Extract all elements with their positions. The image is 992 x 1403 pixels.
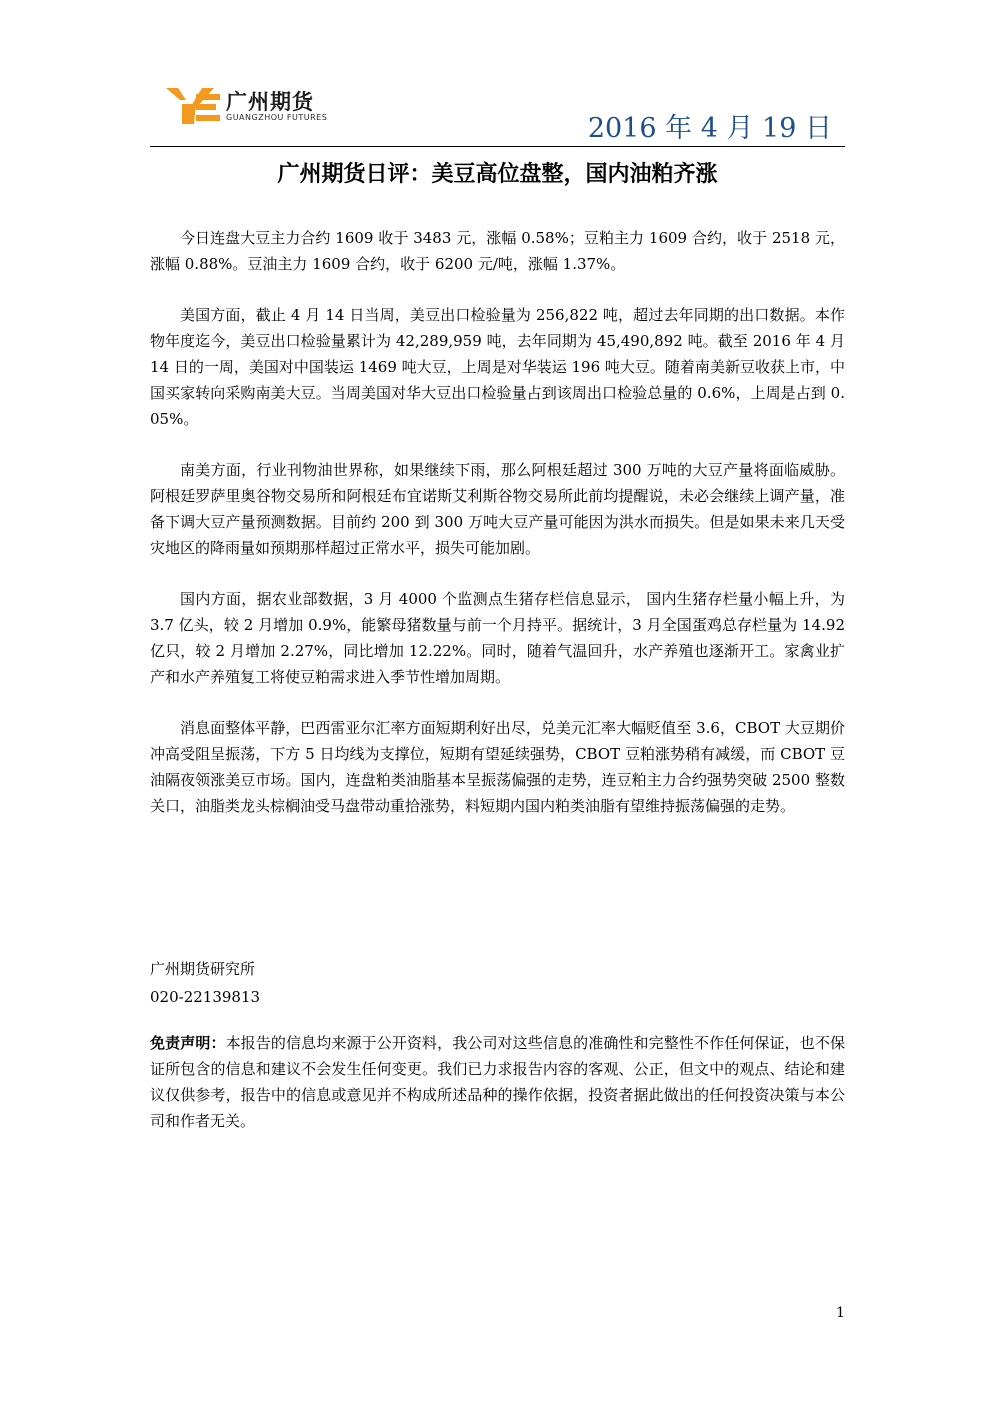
contact-block <box>150 955 260 1011</box>
paragraph-us: 美国方面，截止 4 月 14 日当周，美豆出口检验量为 256,822 吨，超过去年同期的出口数据。本作物年度迄今，美豆出口检验量累计为 42,289,959 吨，去年同期为 45,490,892 吨。截至 2016 年 4 月 14 日的一周，美国对中国装运 1469 吨大豆，上周是对华装运 196 吨大豆。随着南美新豆收获上市，中国买家转向采购南美大豆。当周美国对华大豆出口检验量占到该周出口检验总量的 0.6%，上周是占到 0.05%。 <box>150 306 845 428</box>
logo-chinese-name: 广州期货 <box>226 90 314 114</box>
gf-logo-icon <box>166 84 222 126</box>
paragraph-market-close: 今日连盘大豆主力合约 1609 收于 3483 元，涨幅 0.58%；豆粕主力 1609 合约，收于 2518 元，涨幅 0.88%。豆油主力 1609 合约，收于 6200 元/吨，涨幅 1.37%。 <box>150 229 845 273</box>
report-title: 广州期货日评：美豆高位盘整，国内油粕齐涨 <box>277 161 718 187</box>
report-body <box>150 225 845 844</box>
company-logo <box>166 82 386 132</box>
page-number: 1 <box>836 1305 845 1321</box>
research-institute-name: 广州期货研究所 <box>150 960 256 978</box>
paragraph-south-america: 南美方面，行业刊物油世界称，如果继续下雨，那么阿根廷超过 300 万吨的大豆产量将面临威胁。阿根廷罗萨里奥谷物交易所和阿根廷布宜诺斯艾利斯谷物交易所此前均提醒说，未必会继续上调产量，准备下调大豆产量预测数据。目前约 200 到 300 万吨大豆产量可能因为洪水而损失。但是如果未来几天受灾地区的降雨量如预期那样超过正常水平，损失可能加剧。 <box>150 461 845 557</box>
paragraph-domestic: 国内方面，据农业部数据，3 月 4000 个监测点生猪存栏信息显示， 国内生猪存栏量小幅上升，为 3.7 亿头，较 2 月增加 0.9%，能繁母猪数量与前一个月持平。据统计，3 月全国蛋鸡总存栏量为 14.92 亿只，较 2 月增加 2.27%，同比增加 12.22%。同时，随着气温回升，水产养殖也逐渐开工。家禽业扩产和水产养殖复工将使豆粕需求进入季节性增加周期。 <box>150 590 845 686</box>
logo-english-name: GUANGZHOU FUTURES <box>226 113 328 122</box>
report-date: 2016 年 4 月 19 日 <box>587 113 832 144</box>
disclaimer-text: 本报告的信息均来源于公开资料，我公司对这些信息的准确性和完整性不作任何保证，也不保证所包含的信息和建议不会发生任何变更。我们已力求报告内容的客观、公正，但文中的观点、结论和建议仅供参考，报告中的信息或意见并不构成所述品种的操作依据，投资者据此做出的任何投资决策与本公司和作者无关。 <box>150 1034 845 1130</box>
disclaimer-label: 免责声明： <box>150 1034 226 1052</box>
disclaimer <box>150 1030 845 1134</box>
paragraph-outlook: 消息面整体平静，巴西雷亚尔汇率方面短期利好出尽，兑美元汇率大幅贬值至 3.6，CBOT 大豆期价冲高受阻呈振荡，下方 5 日均线为支撑位，短期有望延续强势，CBOT 豆粕涨势稍有减缓，而 CBOT 豆油隔夜领涨美豆市场。国内，连盘粕类油脂基本呈振荡偏强的走势，连豆粕主力合约强势突破 2500 整数关口，油脂类龙头棕榈油受马盘带动重拾涨势，料短期内国内粕类油脂有望维持振荡偏强的走势。 <box>150 719 845 815</box>
header-divider <box>150 146 845 147</box>
contact-phone: 020-22139813 <box>150 988 261 1006</box>
